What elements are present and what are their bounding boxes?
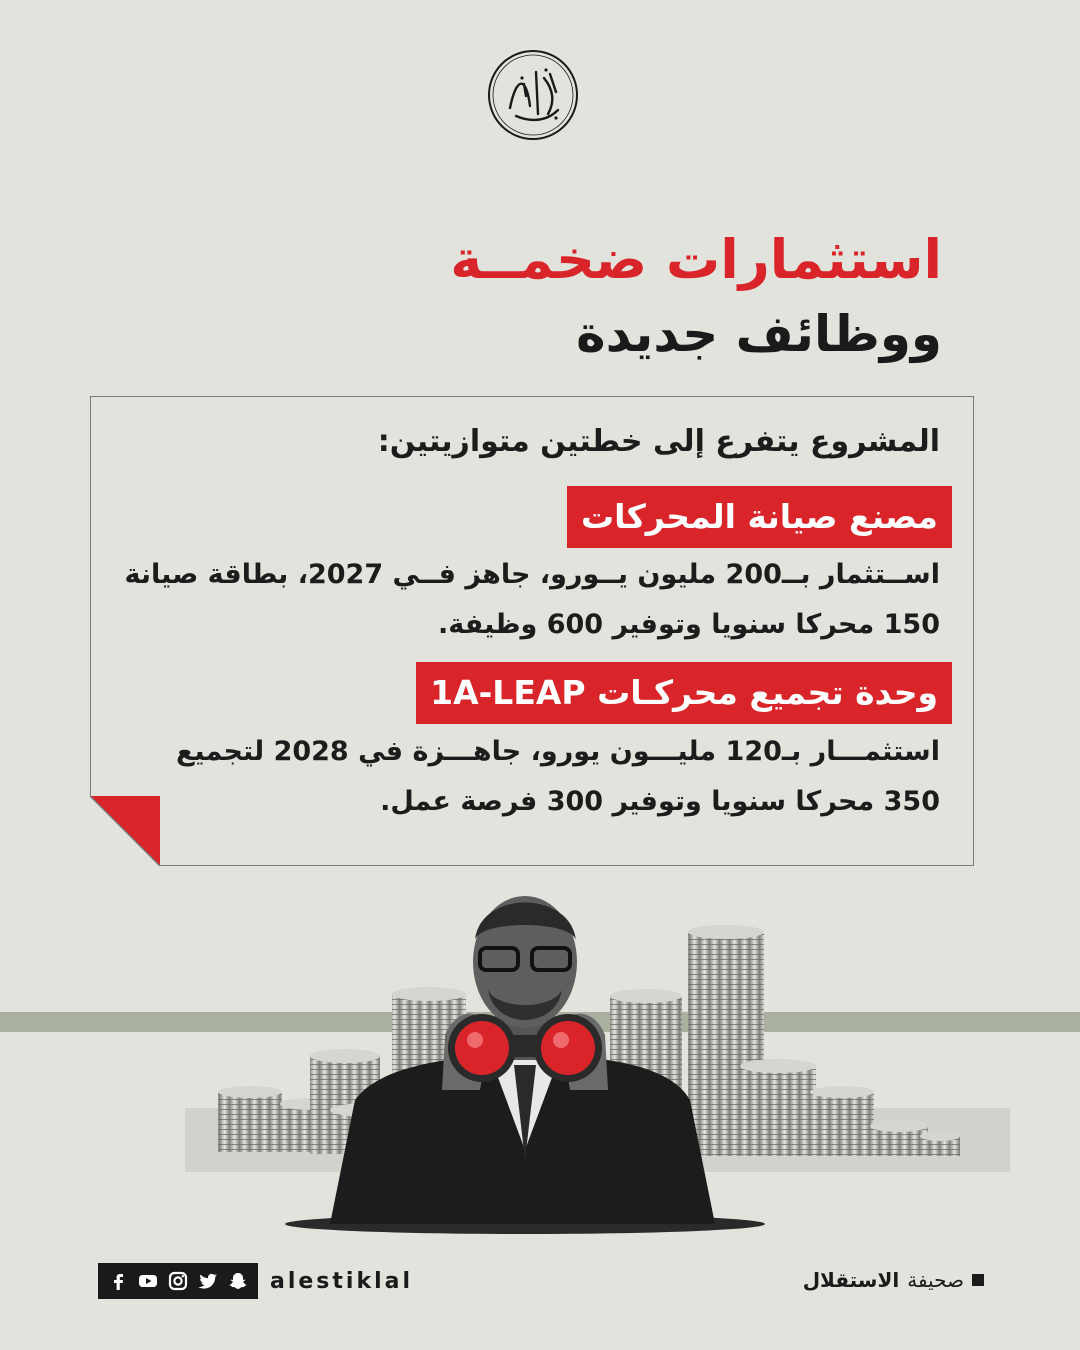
brand-square-icon (972, 1274, 984, 1286)
plan-2-line-1: استثمـــار بـ120 مليـــون يورو، جاهـــزة في 2028 لتجميع (175, 736, 940, 767)
headline-red: استثمارات ضخمــة (450, 228, 942, 291)
alestiklal-logo-seal (486, 48, 580, 142)
plan-tag-engine-maintenance: مصنع صيانة المحركات (567, 486, 952, 548)
social-handle[interactable]: alestiklal (270, 1268, 414, 1294)
social-icons-bar (98, 1263, 258, 1299)
plan-2-line-2: 350 محركا سنويا وتوفير 300 فرصة عمل. (380, 786, 940, 817)
plan-description-2 (176, 727, 940, 827)
brand-name: الاستقلال (802, 1268, 900, 1292)
twitter-icon[interactable] (198, 1271, 218, 1291)
facebook-icon[interactable] (108, 1271, 128, 1291)
headline-black: ووظائف جديدة (576, 305, 942, 363)
card-intro: المشروع يتفرع إلى خطتين متوازيتين: (377, 424, 940, 459)
plan-description-1 (125, 550, 940, 650)
plan-1-line-2: 150 محركا سنويا وتوفير 600 وظيفة. (438, 609, 940, 640)
coin-stacks-and-figure-illustration (180, 860, 1020, 1240)
card-folded-corner (90, 796, 160, 866)
footer-social (98, 1263, 413, 1299)
footer-brand (803, 1268, 984, 1292)
plan-tag-engine-assembly: وحدة تجميع محركـات 1A-LEAP (416, 662, 952, 724)
instagram-icon[interactable] (168, 1271, 188, 1291)
snapchat-icon[interactable] (228, 1271, 248, 1291)
plan-1-line-1: اســتثمار بــ200 مليون يــورو، جاهز فــي 2027، بطاقة صيانة (124, 559, 940, 590)
youtube-icon[interactable] (138, 1271, 158, 1291)
brand-prefix: صحيفة (907, 1268, 964, 1292)
